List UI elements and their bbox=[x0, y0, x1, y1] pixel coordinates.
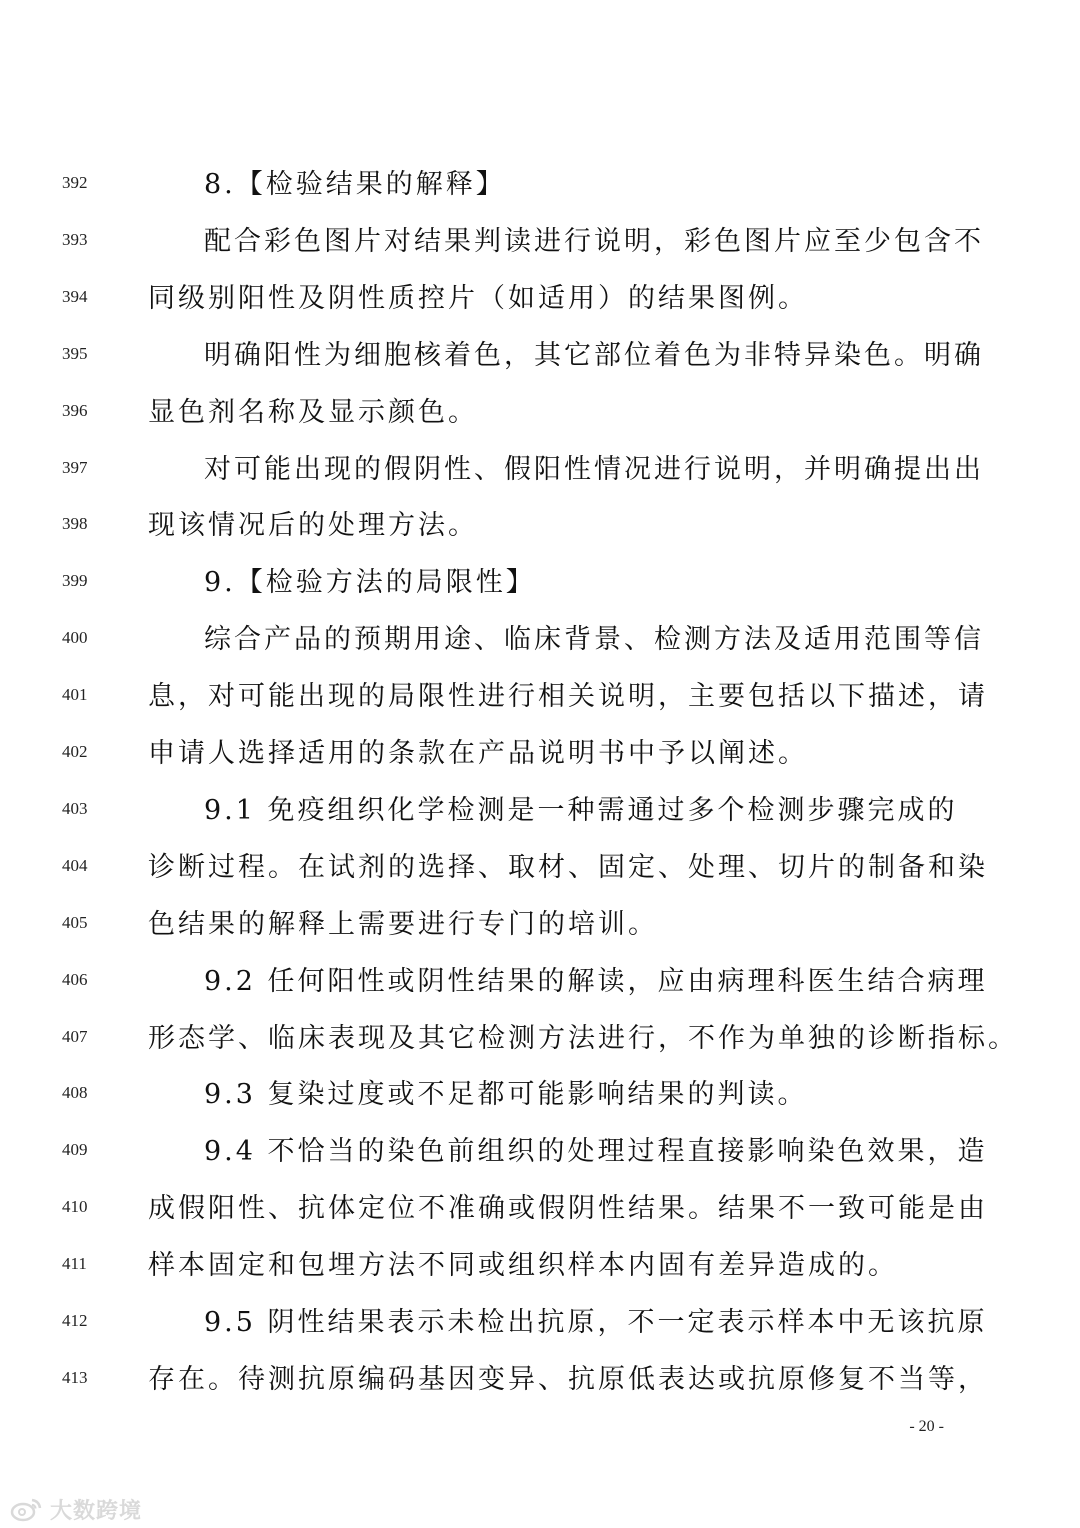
text-line bbox=[0, 783, 1080, 839]
text-line bbox=[0, 1124, 1080, 1180]
line-text: 9.1 免疫组织化学检测是一种需通过多个检测步骤完成的 bbox=[204, 794, 958, 826]
line-text: 综合产品的预期用途、临床背景、检测方法及适用范围等信 bbox=[204, 624, 984, 656]
line-text: 显色剂名称及显示颜色。 bbox=[148, 396, 478, 428]
line-number: 406 bbox=[62, 969, 88, 989]
text-line bbox=[0, 840, 1080, 896]
line-text: 样本固定和包埋方法不同或组织样本内固有差异造成的。 bbox=[148, 1250, 898, 1282]
text-line bbox=[0, 1352, 1080, 1408]
line-number: 409 bbox=[62, 1140, 88, 1160]
line-number: 407 bbox=[62, 1026, 88, 1046]
text-line bbox=[0, 271, 1080, 327]
line-number: 393 bbox=[62, 229, 88, 249]
text-line bbox=[0, 442, 1080, 498]
line-text: 诊断过程。在试剂的选择、取材、固定、处理、切片的制备和染 bbox=[148, 851, 988, 883]
watermark bbox=[10, 1494, 142, 1524]
text-line bbox=[0, 669, 1080, 725]
watermark-text: 大数跨境 bbox=[50, 1498, 143, 1524]
line-number: 411 bbox=[62, 1254, 87, 1274]
line-text: 8.【检验结果的解释】 bbox=[204, 169, 506, 200]
line-text: 息，对可能出现的局限性进行相关说明，主要包括以下描述，请 bbox=[148, 681, 988, 713]
text-line bbox=[0, 498, 1080, 554]
text-line bbox=[0, 1181, 1080, 1237]
text-line bbox=[0, 214, 1080, 270]
text-line bbox=[0, 1295, 1080, 1351]
text-line bbox=[0, 1067, 1080, 1123]
line-number: 401 bbox=[62, 685, 88, 705]
text-line bbox=[0, 1238, 1080, 1294]
line-text: 配合彩色图片对结果判读进行说明，彩色图片应至少包含不 bbox=[204, 225, 984, 257]
text-line bbox=[0, 897, 1080, 953]
text-line bbox=[0, 328, 1080, 384]
line-text: 现该情况后的处理方法。 bbox=[148, 510, 478, 542]
line-text: 成假阳性、抗体定位不准确或假阴性结果。结果不一致可能是由 bbox=[148, 1193, 988, 1225]
line-number: 408 bbox=[62, 1083, 88, 1103]
text-line bbox=[0, 612, 1080, 668]
line-number: 392 bbox=[62, 173, 88, 192]
line-text: 9.3 复染过度或不足都可能影响结果的判读。 bbox=[204, 1079, 808, 1111]
line-text: 9.4 不恰当的染色前组织的处理过程直接影响染色效果，造 bbox=[204, 1136, 988, 1168]
line-number: 398 bbox=[62, 514, 88, 534]
line-number: 412 bbox=[62, 1311, 88, 1330]
weibo-logo-icon bbox=[10, 1496, 44, 1522]
line-number: 410 bbox=[62, 1197, 88, 1217]
text-line bbox=[0, 954, 1080, 1010]
line-number: 397 bbox=[62, 457, 88, 477]
text-line bbox=[0, 1011, 1080, 1067]
text-line bbox=[0, 726, 1080, 782]
line-number: 395 bbox=[62, 343, 88, 363]
line-text: 对可能出现的假阴性、假阳性情况进行说明，并明确提出出 bbox=[204, 453, 984, 485]
line-number: 394 bbox=[62, 286, 88, 306]
page-number: - 20 - bbox=[909, 1418, 944, 1435]
line-text: 同级别阳性及阴性质控片（如适用）的结果图例。 bbox=[148, 282, 808, 314]
line-number: 403 bbox=[62, 798, 88, 818]
line-number: 404 bbox=[62, 855, 88, 875]
line-number: 402 bbox=[62, 742, 88, 761]
line-text: 9.2 任何阳性或阴性结果的解读，应由病理科医生结合病理 bbox=[204, 965, 988, 997]
line-text: 存在。待测抗原编码基因变异、抗原低表达或抗原修复不当等， bbox=[148, 1363, 988, 1395]
text-line bbox=[0, 555, 1080, 611]
line-number: 405 bbox=[62, 912, 88, 932]
line-number: 399 bbox=[62, 571, 88, 591]
line-text: 申请人选择适用的条款在产品说明书中予以阐述。 bbox=[148, 738, 808, 769]
line-number: 413 bbox=[62, 1367, 88, 1387]
text-line bbox=[0, 157, 1080, 213]
line-text: 色结果的解释上需要进行专门的培训。 bbox=[148, 908, 658, 940]
line-text: 9.【检验方法的局限性】 bbox=[204, 567, 536, 599]
line-number: 400 bbox=[62, 628, 88, 648]
line-text: 9.5 阴性结果表示未检出抗原，不一定表示样本中无该抗原 bbox=[204, 1307, 988, 1338]
line-text: 形态学、临床表现及其它检测方法进行，不作为单独的诊断指标。 bbox=[148, 1022, 1018, 1054]
text-line bbox=[0, 385, 1080, 441]
line-text: 明确阳性为细胞核着色，其它部位着色为非特异染色。明确 bbox=[204, 339, 984, 371]
line-number: 396 bbox=[62, 400, 88, 420]
